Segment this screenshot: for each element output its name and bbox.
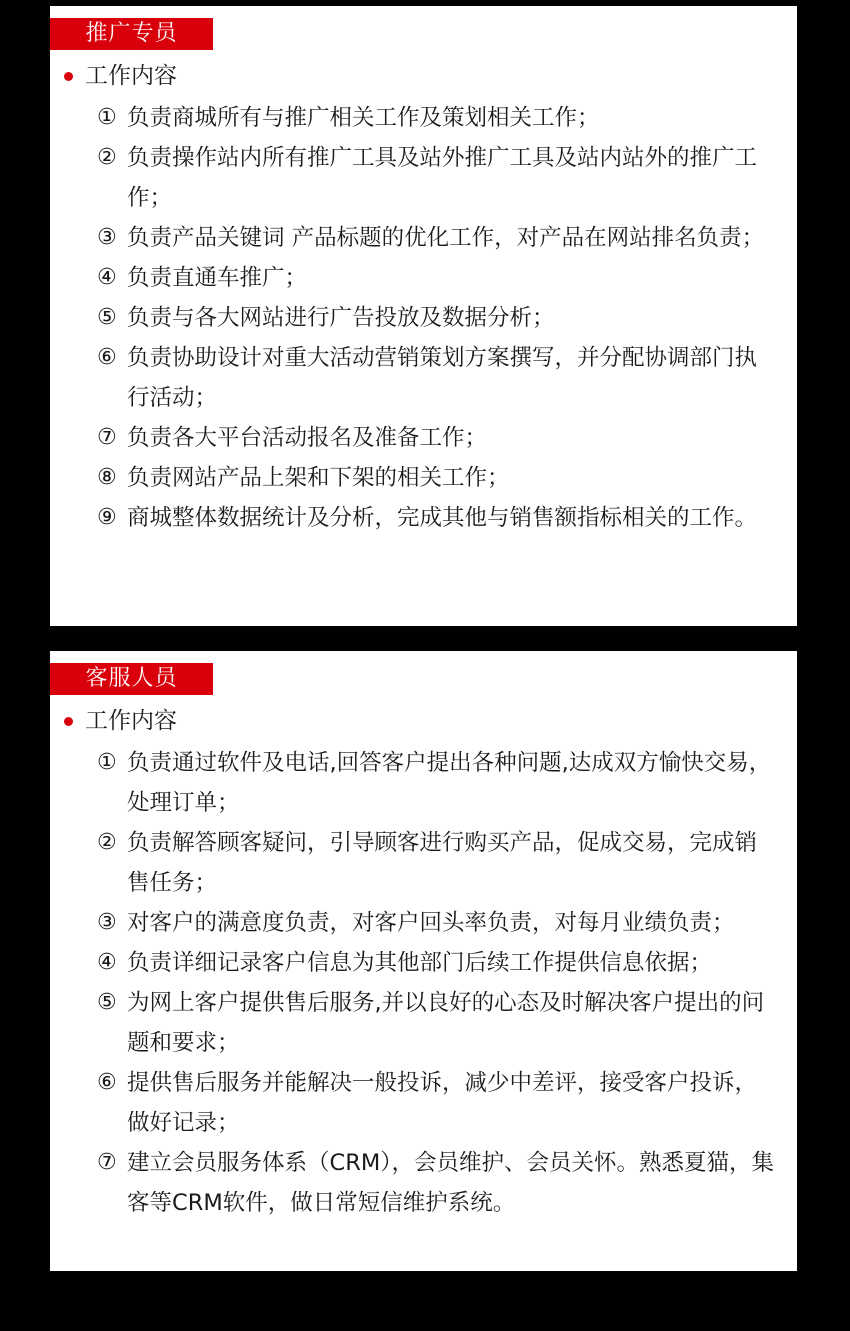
item-text: 负责与各大网站进行广告投放及数据分析； <box>127 305 555 331</box>
item-text: 负责网站产品上架和下架的相关工作； <box>127 465 510 491</box>
item-number: ① <box>97 105 117 130</box>
item-number: ⑦ <box>97 1150 117 1175</box>
item-number: ⑤ <box>97 990 117 1015</box>
item-text: 负责协助设计对重大活动营销策划方案撰写，并分配协调部门执行活动； <box>127 345 758 411</box>
item-number: ⑤ <box>97 305 117 330</box>
item-text: 负责详细记录客户信息为其他部门后续工作提供信息依据； <box>127 950 713 976</box>
heading-text: 工作内容 <box>85 63 177 89</box>
list-item <box>97 903 777 943</box>
list-item <box>97 418 777 458</box>
item-text: 商城整体数据统计及分析，完成其他与销售额指标相关的工作。 <box>127 505 758 531</box>
list-item <box>97 743 777 823</box>
item-number: ① <box>97 750 117 775</box>
item-number: ⑨ <box>97 505 117 530</box>
item-text: 负责操作站内所有推广工具及站外推广工具及站内站外的推广工作； <box>127 145 758 211</box>
list-item <box>97 983 777 1063</box>
item-number: ⑥ <box>97 1070 117 1095</box>
list-item <box>97 1063 777 1143</box>
list-item <box>97 138 777 218</box>
item-number: ⑧ <box>97 465 117 490</box>
section-tag: 推广专员 <box>50 18 213 50</box>
item-text: 建立会员服务体系（CRM），会员维护、会员关怀。熟悉夏猫，集客等CRM软件，做日常短信维护系统。 <box>127 1150 775 1216</box>
item-text: 负责直通车推广； <box>127 265 308 291</box>
list-item <box>97 458 777 498</box>
list-item <box>97 98 777 138</box>
duty-list <box>97 743 777 1223</box>
list-item <box>97 943 777 983</box>
item-text: 负责通过软件及电话,回答客户提出各种问题,达成双方愉快交易，处理订单； <box>127 750 772 816</box>
item-text: 提供售后服务并能解决一般投诉，减少中差评，接受客户投诉，做好记录； <box>127 1070 758 1136</box>
section-tag: 客服人员 <box>50 663 213 695</box>
bullet-dot-icon <box>64 72 73 81</box>
list-item <box>97 298 777 338</box>
item-number: ② <box>97 830 117 855</box>
item-number: ④ <box>97 950 117 975</box>
heading-text: 工作内容 <box>85 708 177 734</box>
item-number: ③ <box>97 910 117 935</box>
item-number: ③ <box>97 225 117 250</box>
duty-list <box>97 98 777 538</box>
item-number: ④ <box>97 265 117 290</box>
list-item <box>97 338 777 418</box>
list-item <box>97 823 777 903</box>
section-card-promotion <box>50 6 797 626</box>
item-text: 对客户的满意度负责，对客户回头率负责，对每月业绩负责； <box>127 910 735 936</box>
list-item <box>97 218 777 258</box>
list-item <box>97 1143 777 1223</box>
item-number: ② <box>97 145 117 170</box>
item-text: 负责产品关键词 产品标题的优化工作，对产品在网站排名负责； <box>127 225 765 251</box>
item-number: ⑦ <box>97 425 117 450</box>
bullet-dot-icon <box>64 717 73 726</box>
item-text: 负责商城所有与推广相关工作及策划相关工作； <box>127 105 600 131</box>
list-item <box>97 498 777 538</box>
item-number: ⑥ <box>97 345 117 370</box>
section-heading <box>64 704 177 738</box>
list-item <box>97 258 777 298</box>
item-text: 负责解答顾客疑问，引导顾客进行购买产品，促成交易，完成销售任务； <box>127 830 758 896</box>
section-heading <box>64 59 177 93</box>
item-text: 负责各大平台活动报名及准备工作； <box>127 425 488 451</box>
section-card-customer-service <box>50 651 797 1271</box>
item-text: 为网上客户提供售后服务,并以良好的心态及时解决客户提出的问题和要求； <box>127 990 765 1056</box>
